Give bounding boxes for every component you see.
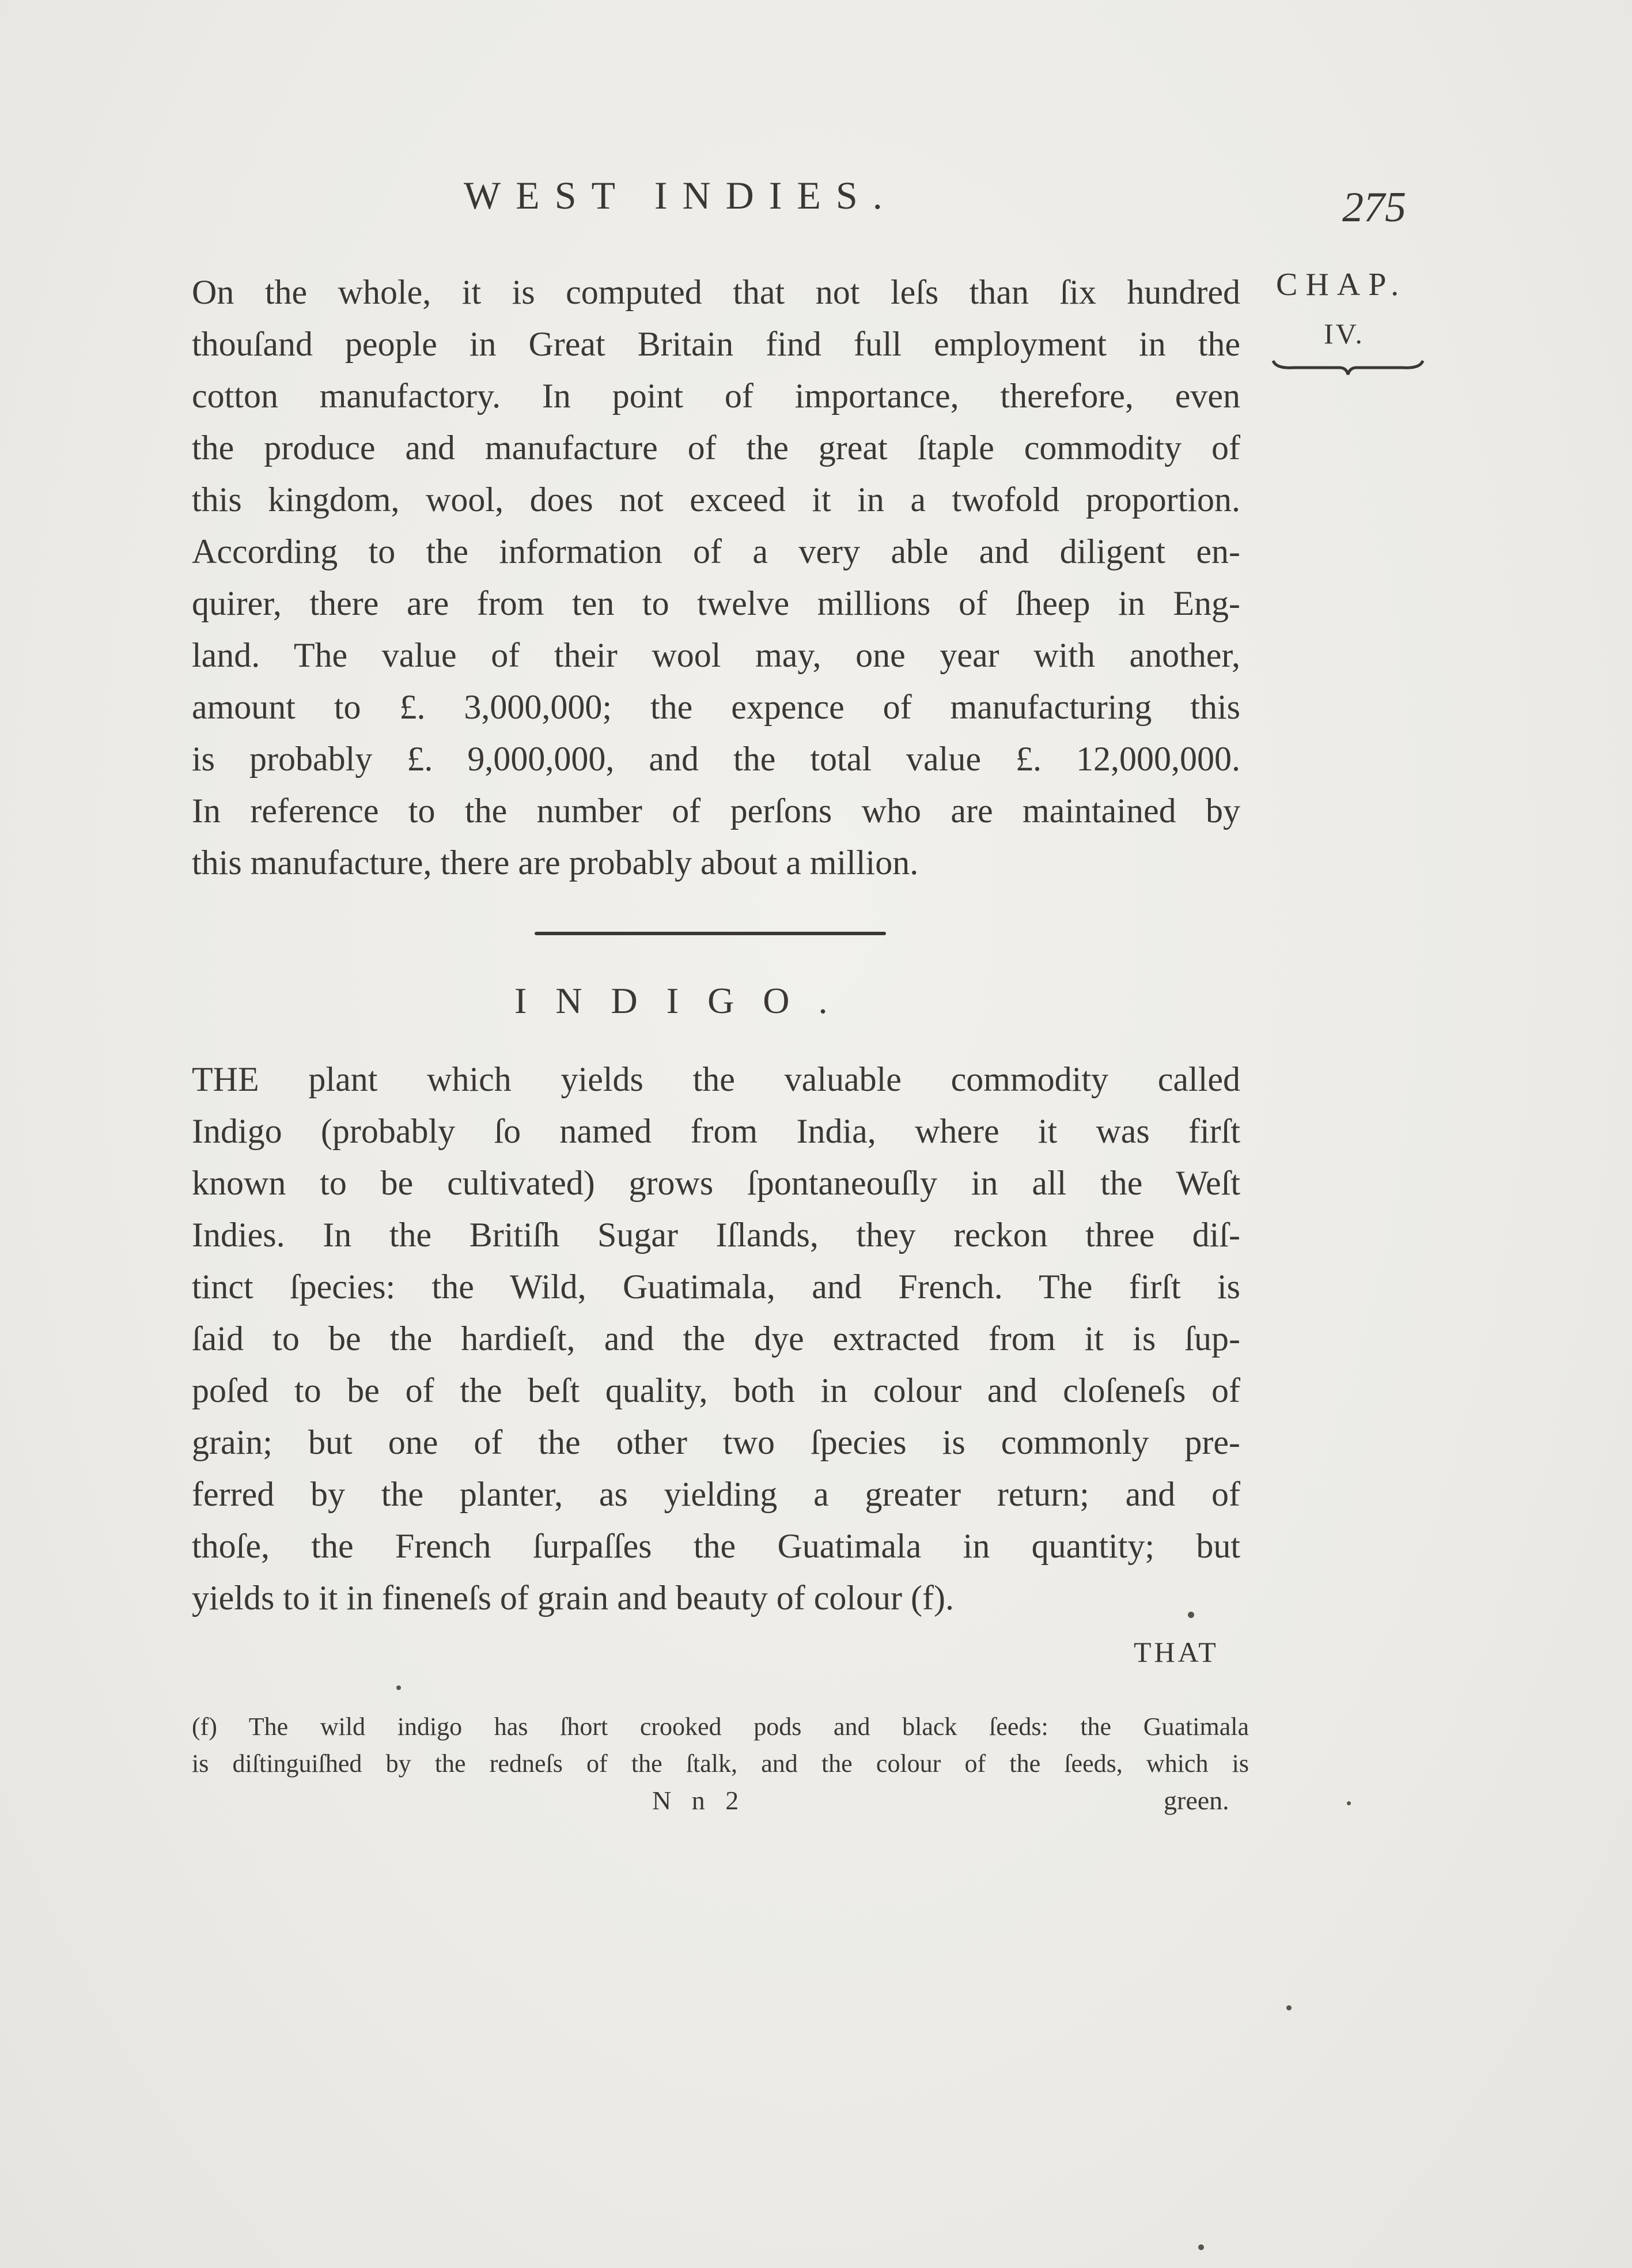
paragraph-line: Indies. In the Britiſh Sugar Iſlands, they reckon three diſ-: [192, 1216, 1240, 1254]
paragraph-line: is probably £. 9,000,000, and the total value £. 12,000,000.: [192, 740, 1240, 778]
paragraph-line: the produce and manufacture of the great ſtaple commodity of: [192, 429, 1240, 467]
footnote-line: (f) The wild indigo has ſhort crooked pods and black ſeeds: the Guatimala: [192, 1713, 1249, 1741]
paragraph-line: THE plant which yields the valuable commodity called: [192, 1060, 1240, 1098]
paper-speck: [1198, 2244, 1204, 2250]
paper-speck: [396, 1685, 401, 1690]
brace-ornament: [1270, 356, 1426, 379]
paragraph-line: In reference to the number of perſons who are maintained by: [192, 792, 1240, 830]
margin-chapter-number: IV.: [1324, 317, 1365, 350]
paragraph-line: ſaid to be the hardieſt, and the dye extracted from it is ſup-: [192, 1320, 1240, 1358]
signature-mark: N n 2: [652, 1786, 746, 1815]
paragraph-line: this kingdom, wool, does not exceed it in a twofold proportion.: [192, 481, 1240, 519]
paragraph-line: tinct ſpecies: the Wild, Guatimala, and French. The firſt is: [192, 1268, 1240, 1306]
paragraph-line: Indigo (probably ſo named from India, where it was firſt: [192, 1112, 1240, 1150]
paragraph-line: yields to it in fineneſs of grain and beauty of colour (f).: [192, 1579, 954, 1617]
footnote-continuation: green.: [1164, 1786, 1229, 1815]
paragraph-line: land. The value of their wool may, one year with another,: [192, 636, 1240, 674]
running-head: WEST INDIES.: [464, 173, 898, 217]
paper-speck: [1188, 1612, 1194, 1618]
paragraph-line: grain; but one of the other two ſpecies is commonly pre-: [192, 1423, 1240, 1461]
paragraph-cotton: [192, 266, 1240, 889]
paragraph-line: amount to £. 3,000,000; the expence of manufacturing this: [192, 688, 1240, 726]
paragraph-line: According to the information of a very able and diligent en-: [192, 532, 1240, 570]
paragraph-line: thouſand people in Great Britain find full employment in the: [192, 325, 1240, 363]
paragraph-line: cotton manufactory. In point of importance, therefore, even: [192, 377, 1240, 415]
paragraph-line: thoſe, the French ſurpaſſes the Guatimala in quantity; but: [192, 1527, 1240, 1565]
section-heading: INDIGO.: [514, 980, 857, 1021]
catchword: THAT: [1134, 1636, 1219, 1668]
footnote: [192, 1708, 1249, 1782]
paper-speck: [1347, 1801, 1351, 1805]
footnote-line: is diſtinguiſhed by the redneſs of the ſtalk, and the colour of the ſeeds, which is: [192, 1749, 1249, 1778]
paragraph-indigo: [192, 1053, 1240, 1624]
paper-speck: [1286, 2005, 1292, 2010]
paragraph-line: ferred by the planter, as yielding a greater return; and of: [192, 1475, 1240, 1513]
paragraph-line: this manufacture, there are probably about a million.: [192, 844, 919, 882]
paragraph-line: known to be cultivated) grows ſpontaneouſly in all the Weſt: [192, 1164, 1240, 1202]
section-divider-rule: [535, 932, 886, 935]
paragraph-line: quirer, there are from ten to twelve millions of ſheep in Eng-: [192, 584, 1240, 622]
paragraph-line: On the whole, it is computed that not leſs than ſix hundred: [192, 273, 1240, 311]
page-number: 275: [1342, 184, 1406, 231]
margin-chapter-label: CHAP.: [1276, 267, 1407, 303]
paragraph-line: poſed to be of the beſt quality, both in colour and cloſeneſs of: [192, 1371, 1240, 1409]
